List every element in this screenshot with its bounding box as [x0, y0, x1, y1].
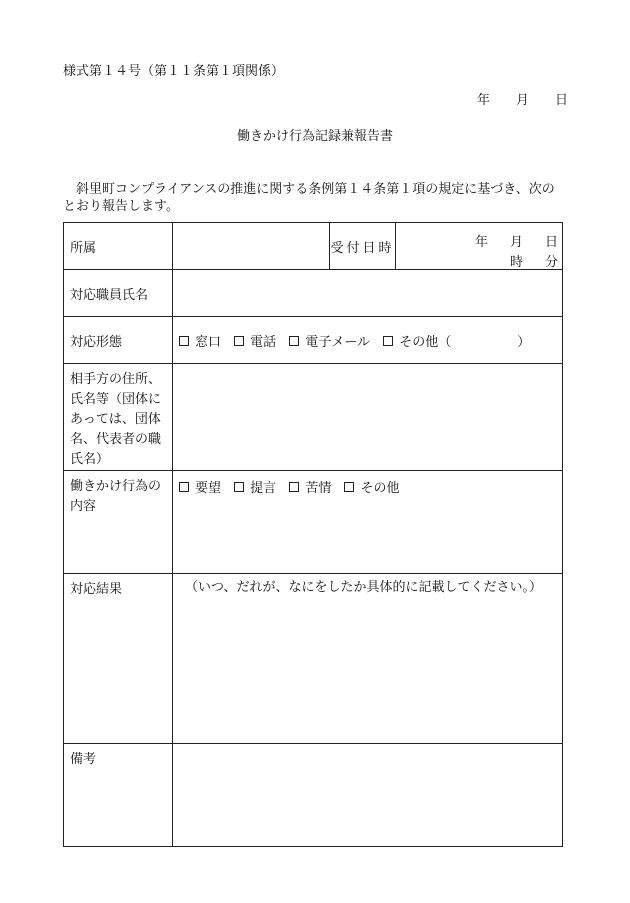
form-number: 様式第１４号（第１１条第１項関係）	[63, 64, 285, 79]
counterparty-label: 相手方の住所、氏名等（団体にあっては、団体名、代表者の職氏名）	[64, 364, 173, 471]
checkbox-icon[interactable]	[179, 336, 189, 346]
checkbox-icon[interactable]	[383, 336, 393, 346]
report-form-table	[63, 222, 563, 847]
received-date	[475, 231, 558, 250]
row-staff	[64, 270, 563, 317]
action-content-options	[173, 471, 563, 574]
content-option-request[interactable]: 要望	[179, 477, 221, 496]
method-option-other[interactable]: その他（ ）	[383, 331, 530, 350]
intro-text: 斜里町コンプライアンスの推進に関する条例第１４条第１項の規定に基づき、次のとおり報告します。	[63, 182, 555, 214]
response-result-field[interactable]	[173, 574, 563, 744]
row-remarks	[64, 744, 563, 847]
checkbox-icon[interactable]	[234, 336, 244, 346]
method-option-phone[interactable]: 電話	[234, 331, 276, 350]
affiliation-label: 所属	[64, 223, 173, 270]
checkbox-icon[interactable]	[289, 336, 299, 346]
received-month-label: 月	[509, 235, 523, 250]
row-content	[64, 471, 563, 574]
checkbox-icon[interactable]	[234, 482, 244, 492]
received-year-label: 年	[474, 235, 488, 250]
received-datetime-label: 受付日時	[330, 223, 396, 270]
affiliation-field[interactable]	[173, 223, 330, 270]
report-date	[477, 89, 568, 108]
date-day-label: 日	[554, 93, 568, 108]
received-time	[510, 251, 558, 270]
row-result	[64, 574, 563, 744]
date-year-label: 年	[476, 93, 490, 108]
content-option-other[interactable]: その他	[344, 477, 399, 496]
received-datetime-field[interactable]	[396, 223, 563, 270]
response-result-label: 対応結果	[64, 574, 173, 744]
received-hour-label: 時	[509, 255, 523, 270]
checkbox-icon[interactable]	[179, 482, 189, 492]
row-affiliation	[64, 223, 563, 270]
received-day-label: 日	[544, 235, 558, 250]
content-option-complaint[interactable]: 苦情	[289, 477, 331, 496]
date-month-label: 月	[515, 93, 529, 108]
checkbox-icon[interactable]	[289, 482, 299, 492]
response-method-options	[173, 317, 563, 364]
counterparty-field[interactable]	[173, 364, 563, 471]
received-minute-label: 分	[544, 255, 558, 270]
remarks-label: 備考	[64, 744, 173, 847]
checkbox-icon[interactable]	[344, 482, 354, 492]
row-counterparty	[64, 364, 563, 471]
content-option-proposal[interactable]: 提言	[234, 477, 276, 496]
response-result-note: （いつ、だれが、なにをしたか具体的に記載してください。）	[185, 580, 542, 595]
method-option-email[interactable]: 電子メール	[289, 331, 370, 350]
remarks-field[interactable]	[173, 744, 563, 847]
row-method	[64, 317, 563, 364]
response-method-label: 対応形態	[64, 317, 173, 364]
staff-name-field[interactable]	[173, 270, 563, 317]
document-title: 働きかけ行為記録兼報告書	[236, 129, 393, 144]
method-option-counter[interactable]: 窓口	[179, 331, 221, 350]
action-content-label: 働きかけ行為の内容	[64, 471, 173, 574]
staff-name-label: 対応職員氏名	[64, 270, 173, 317]
